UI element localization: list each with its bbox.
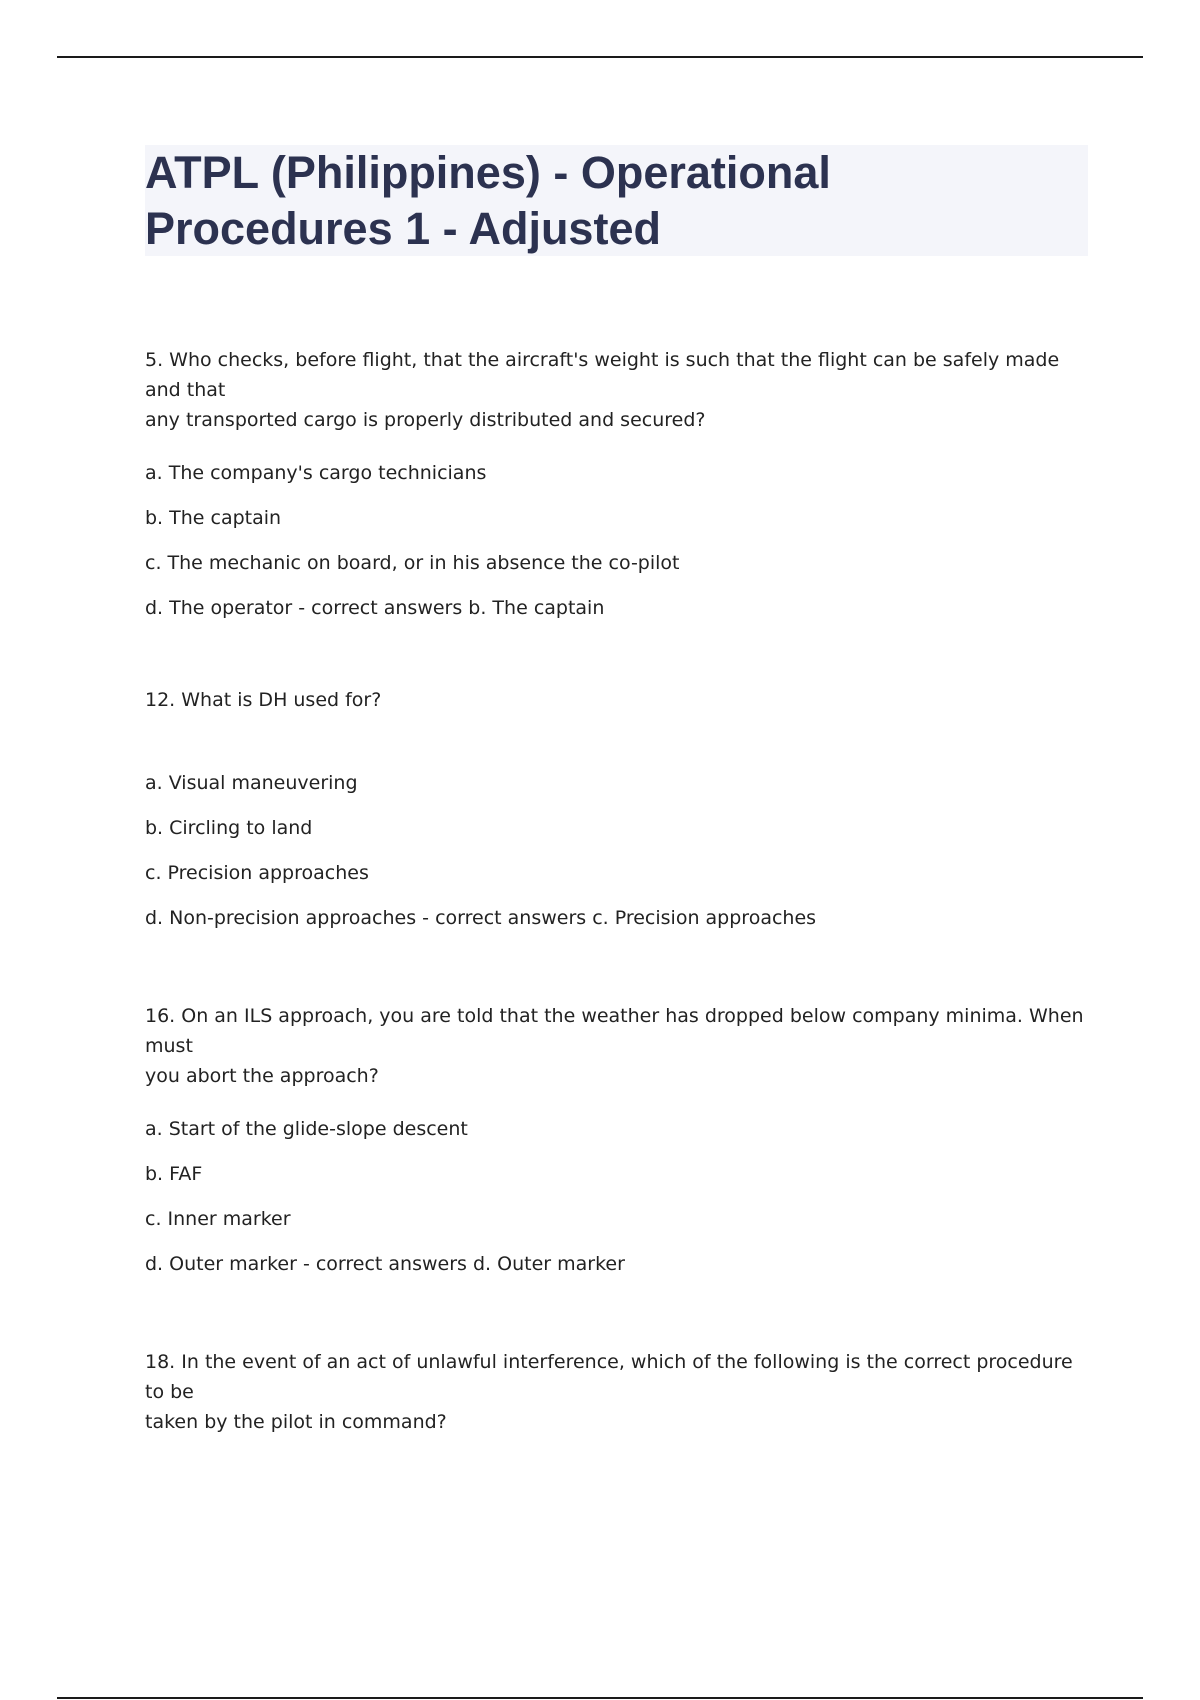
- option-item: b. Circling to land: [145, 817, 313, 839]
- document-content: [145, 345, 1085, 1433]
- document-title-line-2: Procedures 1 - Adjusted: [145, 203, 661, 254]
- option-item: c. The mechanic on board, or in his absence the co-pilot: [145, 552, 680, 574]
- question-text-line: taken by the pilot in command?: [145, 1411, 447, 1433]
- option-item: d. Outer marker - correct answers d. Outer marker: [145, 1253, 625, 1275]
- option-item: a. Visual maneuvering: [145, 772, 358, 794]
- question-text-line: 12. What is DH used for?: [145, 689, 382, 711]
- question-text-line: 18. In the event of an act of unlawful interference, which of the following is the correct procedure to be: [145, 1351, 1073, 1403]
- question-16: [145, 1001, 1085, 1087]
- document-title: [145, 145, 1088, 257]
- question-12: [145, 685, 1085, 715]
- question-5-options: [145, 458, 1085, 623]
- option-item: d. Non-precision approaches - correct answers c. Precision approaches: [145, 907, 817, 929]
- option-item: c. Precision approaches: [145, 862, 369, 884]
- top-divider: [57, 56, 1143, 58]
- option-item: a. Start of the glide-slope descent: [145, 1118, 468, 1140]
- option-item: b. The captain: [145, 507, 282, 529]
- question-18: [145, 1347, 1085, 1433]
- question-text-line: you abort the approach?: [145, 1065, 379, 1087]
- question-16-options: [145, 1114, 1085, 1279]
- option-item: b. FAF: [145, 1163, 203, 1185]
- option-item: c. Inner marker: [145, 1208, 291, 1230]
- option-item: a. The company's cargo technicians: [145, 462, 487, 484]
- bottom-divider: [57, 1697, 1143, 1699]
- question-text-line: 16. On an ILS approach, you are told that the weather has dropped below company minima. When must: [145, 1005, 1084, 1057]
- question-text-line: 5. Who checks, before flight, that the aircraft's weight is such that the flight can be safely made and that: [145, 349, 1060, 401]
- option-item: d. The operator - correct answers b. The captain: [145, 597, 605, 619]
- question-5: [145, 345, 1085, 431]
- question-text-line: any transported cargo is properly distributed and secured?: [145, 409, 706, 431]
- question-12-options: [145, 768, 1085, 933]
- document-title-line-1: ATPL (Philippines) - Operational: [145, 147, 831, 198]
